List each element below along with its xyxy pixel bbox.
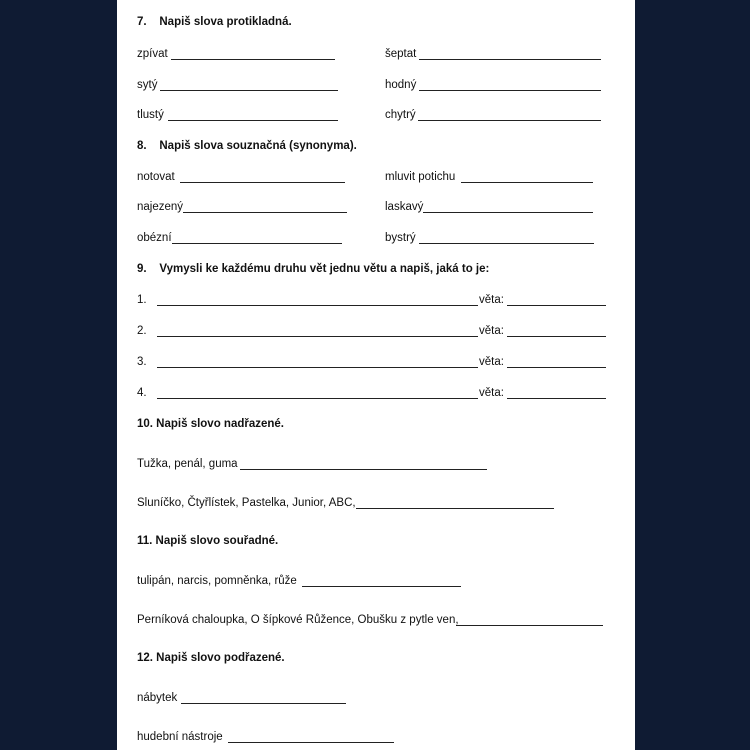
s9-number-3: 3. (137, 356, 147, 368)
s7-left-blank-3[interactable] (168, 120, 338, 121)
section-11-title: 11. Napiš slovo souřadné. (137, 535, 279, 547)
section-10-title: 10. Napiš slovo nadřazené. (137, 418, 285, 430)
s9-veta-blank-4[interactable] (507, 398, 606, 399)
s8-right-word-2: laskavý (385, 201, 424, 213)
s12-blank-1[interactable] (181, 703, 346, 704)
s9-veta-blank-2[interactable] (507, 336, 606, 337)
s7-left-word-1: zpívat (137, 48, 168, 60)
s9-veta-label-3: věta: (479, 356, 504, 368)
section-8-title: 8. Napiš slova souznačná (synonyma). (137, 140, 357, 152)
s10-blank-2[interactable] (356, 508, 554, 509)
s7-left-word-2: sytý (137, 79, 158, 91)
s11-blank-2[interactable] (456, 625, 603, 626)
s9-sentence-blank-1[interactable] (157, 305, 478, 306)
s7-right-word-3: chytrý (385, 109, 416, 121)
s7-left-word-3: tlustý (137, 109, 164, 121)
s10-item-1: Tužka, penál, guma (137, 458, 238, 470)
section-12-title: 12. Napiš slovo podřazené. (137, 652, 285, 664)
s7-right-word-1: šeptat (385, 48, 417, 60)
s8-right-blank-2[interactable] (423, 212, 593, 213)
s7-right-word-2: hodný (385, 79, 417, 91)
s11-blank-1[interactable] (302, 586, 461, 587)
s8-right-word-1: mluvit potichu (385, 171, 456, 183)
s12-blank-2[interactable] (228, 742, 394, 743)
s9-veta-label-1: věta: (479, 294, 504, 306)
s7-right-blank-2[interactable] (419, 90, 601, 91)
s12-item-1: nábytek (137, 692, 178, 704)
s8-right-blank-1[interactable] (461, 182, 593, 183)
section-9-title: 9. Vymysli ke každému druhu vět jednu větu a napiš, jaká to je: (137, 263, 490, 275)
s7-left-blank-1[interactable] (171, 59, 335, 60)
s9-sentence-blank-4[interactable] (157, 398, 478, 399)
s9-veta-blank-3[interactable] (507, 367, 606, 368)
s9-veta-blank-1[interactable] (507, 305, 606, 306)
s7-right-blank-3[interactable] (418, 120, 601, 121)
s7-right-blank-1[interactable] (419, 59, 601, 60)
s11-item-2: Perníková chaloupka, O šípkové Růžence, Obušku z pytle ven, (137, 614, 459, 626)
s9-number-1: 1. (137, 294, 147, 306)
s8-left-blank-1[interactable] (180, 182, 345, 183)
s8-left-blank-2[interactable] (183, 212, 347, 213)
s8-left-word-3: obézní (137, 232, 172, 244)
s12-item-2: hudební nástroje (137, 731, 223, 743)
s8-right-word-3: bystrý (385, 232, 416, 244)
section-7-title: 7. Napiš slova protikladná. (137, 16, 292, 28)
worksheet-page (117, 0, 635, 750)
s8-left-word-1: notovat (137, 171, 175, 183)
s9-sentence-blank-2[interactable] (157, 336, 478, 337)
s11-item-1: tulipán, narcis, pomněnka, růže (137, 575, 297, 587)
s8-right-blank-3[interactable] (419, 243, 594, 244)
s10-item-2: Sluníčko, Čtyřlístek, Pastelka, Junior, ABC, (137, 497, 356, 509)
s8-left-word-2: najezený (137, 201, 184, 213)
s7-left-blank-2[interactable] (160, 90, 338, 91)
s9-number-2: 2. (137, 325, 147, 337)
s10-blank-1[interactable] (240, 469, 487, 470)
s8-left-blank-3[interactable] (172, 243, 342, 244)
s9-veta-label-4: věta: (479, 387, 504, 399)
s9-number-4: 4. (137, 387, 147, 399)
s9-veta-label-2: věta: (479, 325, 504, 337)
s9-sentence-blank-3[interactable] (157, 367, 478, 368)
